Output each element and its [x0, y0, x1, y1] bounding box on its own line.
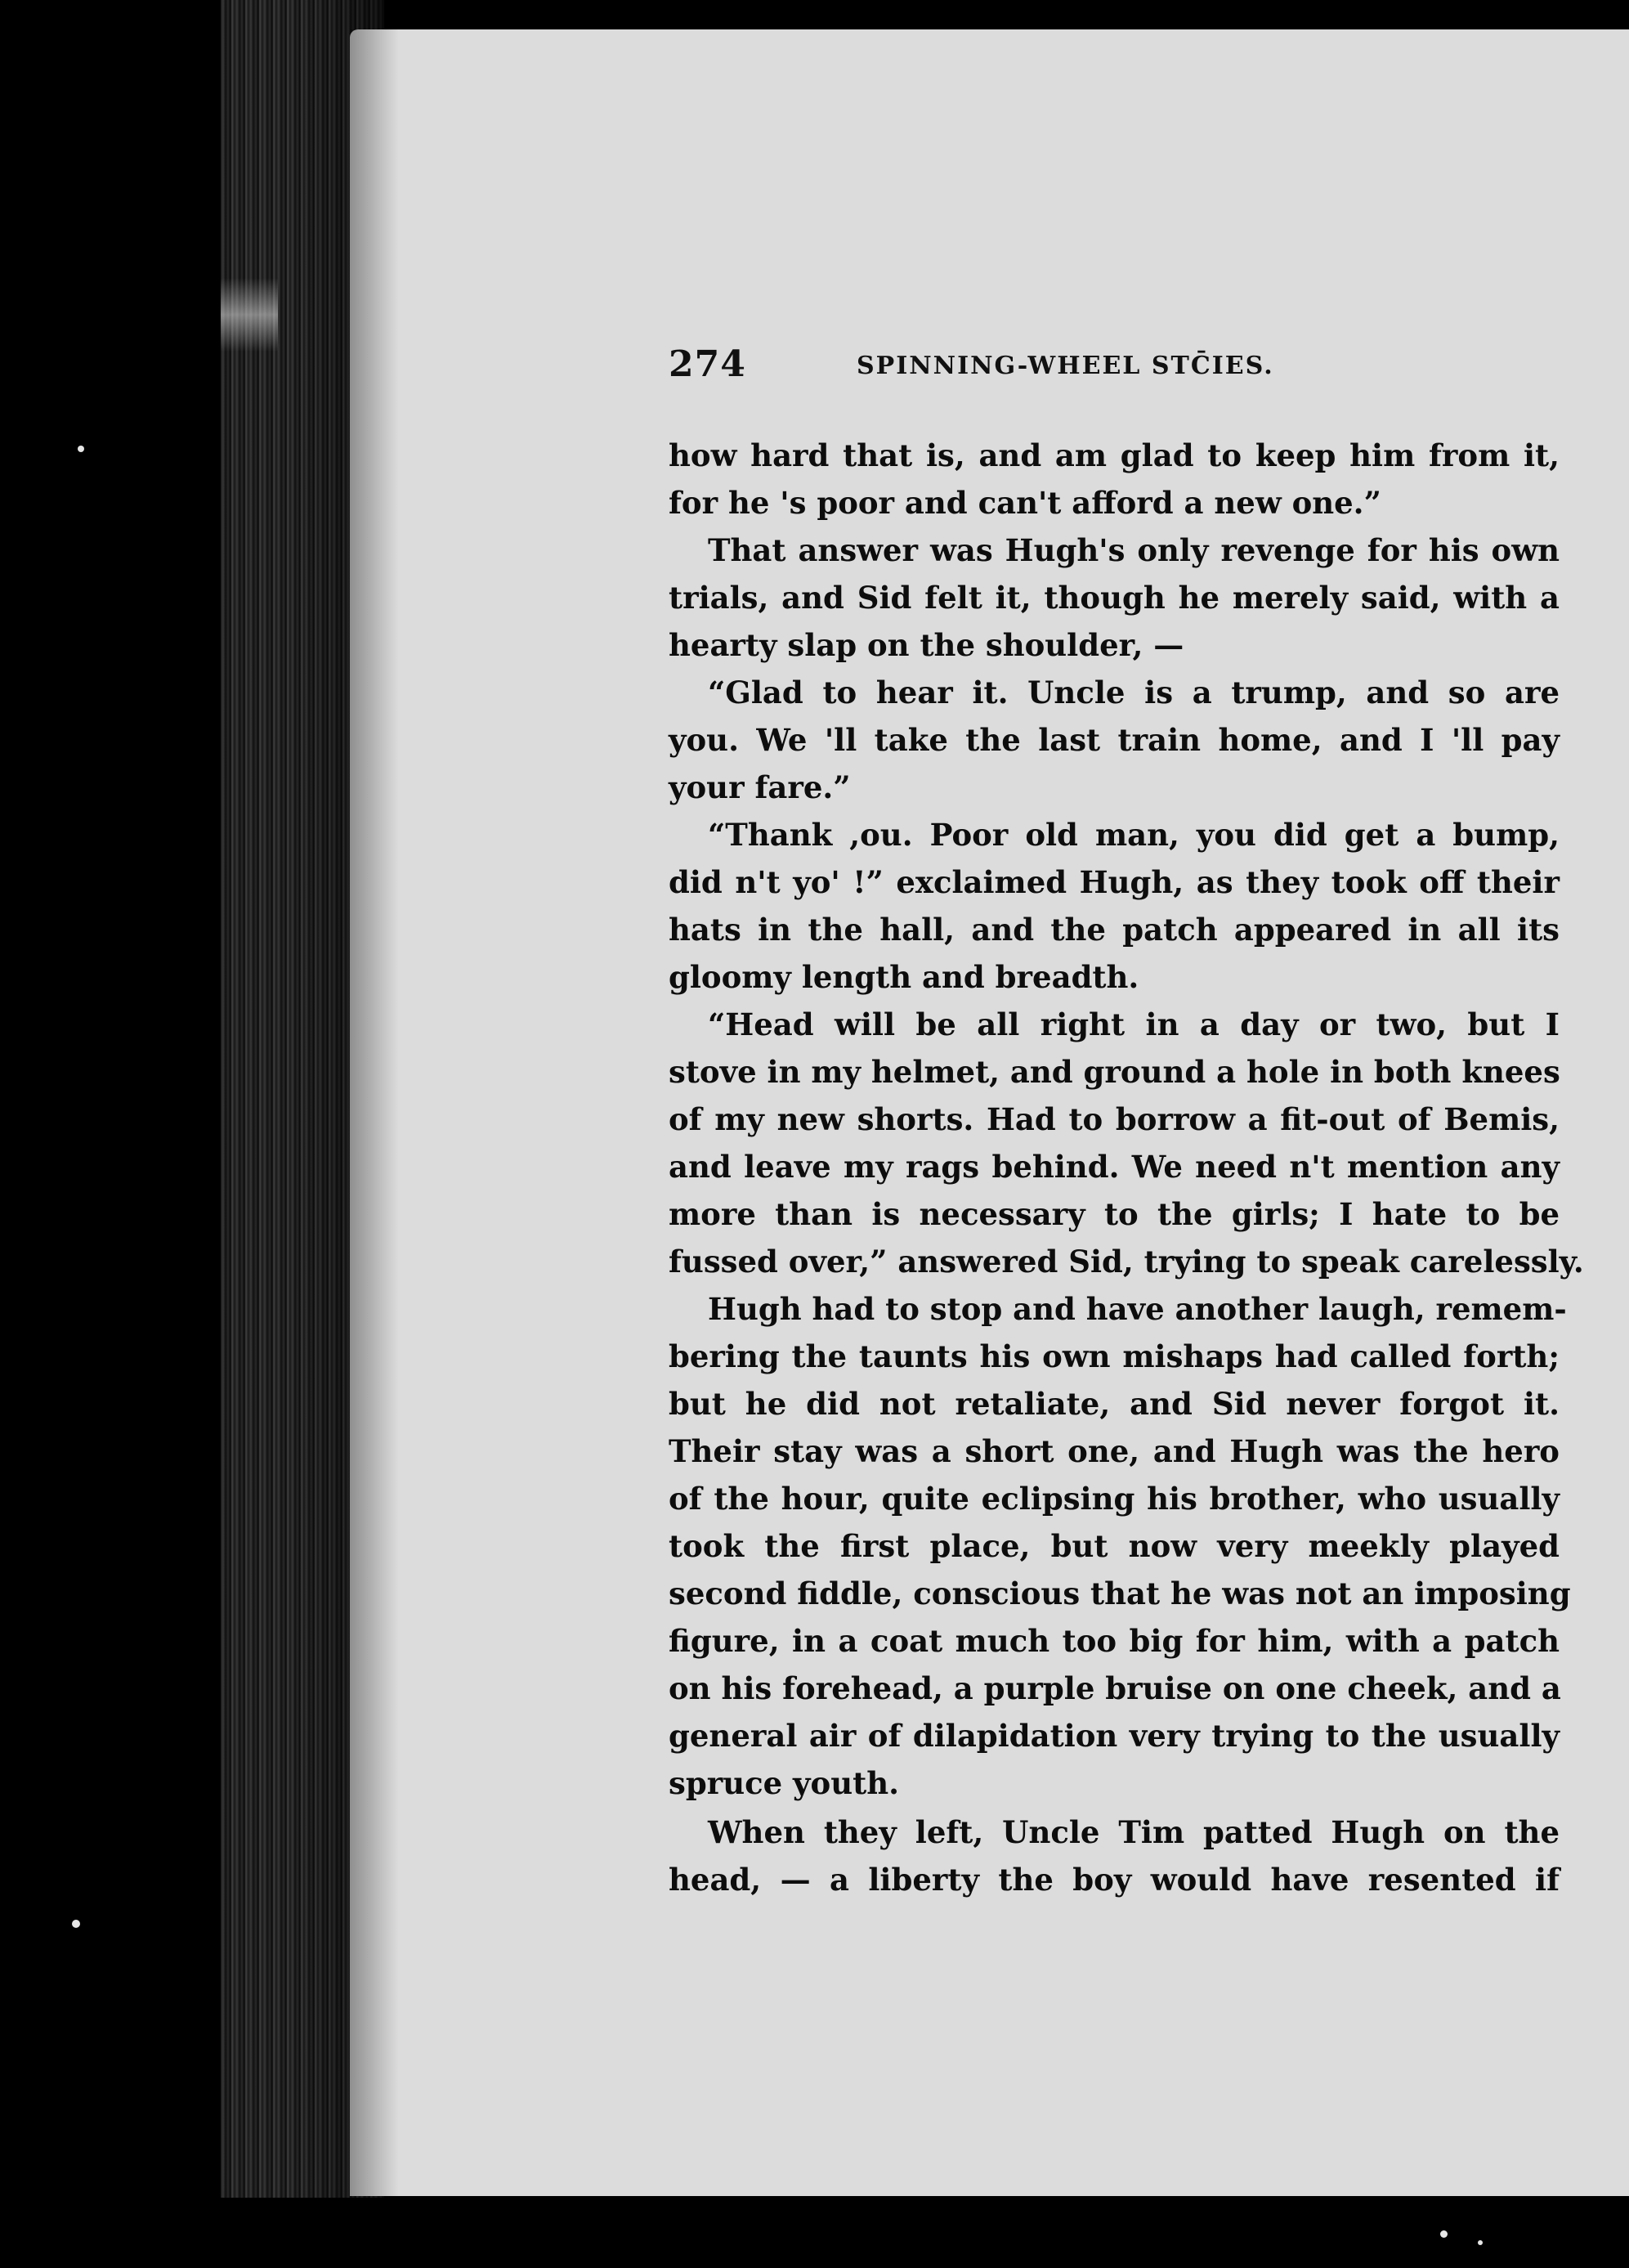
scan-speck — [72, 1920, 80, 1928]
text-line: spruce youth. — [669, 1765, 899, 1801]
scan-speck — [1478, 2240, 1483, 2245]
paragraph-start: Hugh had to stop and have another laugh, remem- — [708, 1291, 1567, 1327]
text-line: you. We 'll take the last train home, and I 'll pay — [669, 722, 1560, 758]
text-line: gloomy length and breadth. — [669, 959, 1139, 995]
text-line: fussed over,” answered Sid, trying to speak carelessly. — [669, 1244, 1584, 1280]
text-line: hats in the hall, and the patch appeared in all its — [669, 912, 1560, 948]
text-line: more than is necessary to the girls; I hate to be — [669, 1196, 1560, 1232]
text-line: hearty slap on the shoulder, — — [669, 627, 1184, 663]
text-line: stove in my helmet, and ground a hole in both knees — [669, 1054, 1560, 1090]
text-line: second fiddle, conscious that he was not an imposing — [669, 1575, 1571, 1611]
paragraph-start: “Glad to hear it. Uncle is a trump, and so are — [708, 675, 1560, 710]
text-line: on his forehead, a purple bruise on one cheek, and a — [669, 1670, 1561, 1706]
paragraph-start: That answer was Hugh's only revenge for his own — [708, 532, 1560, 568]
text-line: of the hour, quite eclipsing his brother, who usually — [669, 1481, 1560, 1517]
text-line: general air of dilapidation very trying to the usually — [669, 1718, 1560, 1754]
text-line: took the first place, but now very meekly played — [669, 1528, 1560, 1564]
text-line: but he did not retaliate, and Sid never forgot it. — [669, 1386, 1560, 1422]
text-line: bering the taunts his own mishaps had called forth; — [669, 1338, 1560, 1374]
text-line: of my new shorts. Had to borrow a fit-out of Bemis, — [669, 1101, 1560, 1137]
edge-highlight — [221, 278, 278, 352]
paragraph-start: When they left, Uncle Tim patted Hugh on the — [708, 1814, 1560, 1850]
scan-speck — [1440, 2230, 1448, 2238]
body-text — [669, 432, 1584, 1903]
text-line: for he 's poor and can't afford a new one.” — [669, 485, 1381, 521]
paragraph-start: “Thank ,ou. Poor old man, you did get a bump, — [708, 817, 1560, 853]
running-header — [669, 343, 1560, 401]
text-line: head, — a liberty the boy would have resented if — [669, 1862, 1560, 1898]
running-title: SPINNING-WHEEL STC̄IES. — [857, 352, 1274, 380]
text-line: how hard that is, and am glad to keep him from it, — [669, 437, 1560, 473]
page-gutter-shadow — [350, 29, 399, 2196]
paragraph-start: “Head will be all right in a day or two, but I — [708, 1006, 1560, 1042]
text-line: did n't yo' !” exclaimed Hugh, as they took off their — [669, 864, 1560, 900]
text-line: Their stay was a short one, and Hugh was the hero — [669, 1433, 1560, 1469]
text-line: figure, in a coat much too big for him, with a patch — [669, 1623, 1560, 1659]
scan-bottom-band — [0, 2198, 1629, 2268]
text-line: and leave my rags behind. We need n't mention any — [669, 1149, 1560, 1185]
text-line: trials, and Sid felt it, though he merely said, with a — [669, 580, 1560, 616]
scan-speck — [78, 446, 84, 452]
page-number: 274 — [669, 343, 746, 385]
text-line: your fare.” — [669, 769, 851, 805]
